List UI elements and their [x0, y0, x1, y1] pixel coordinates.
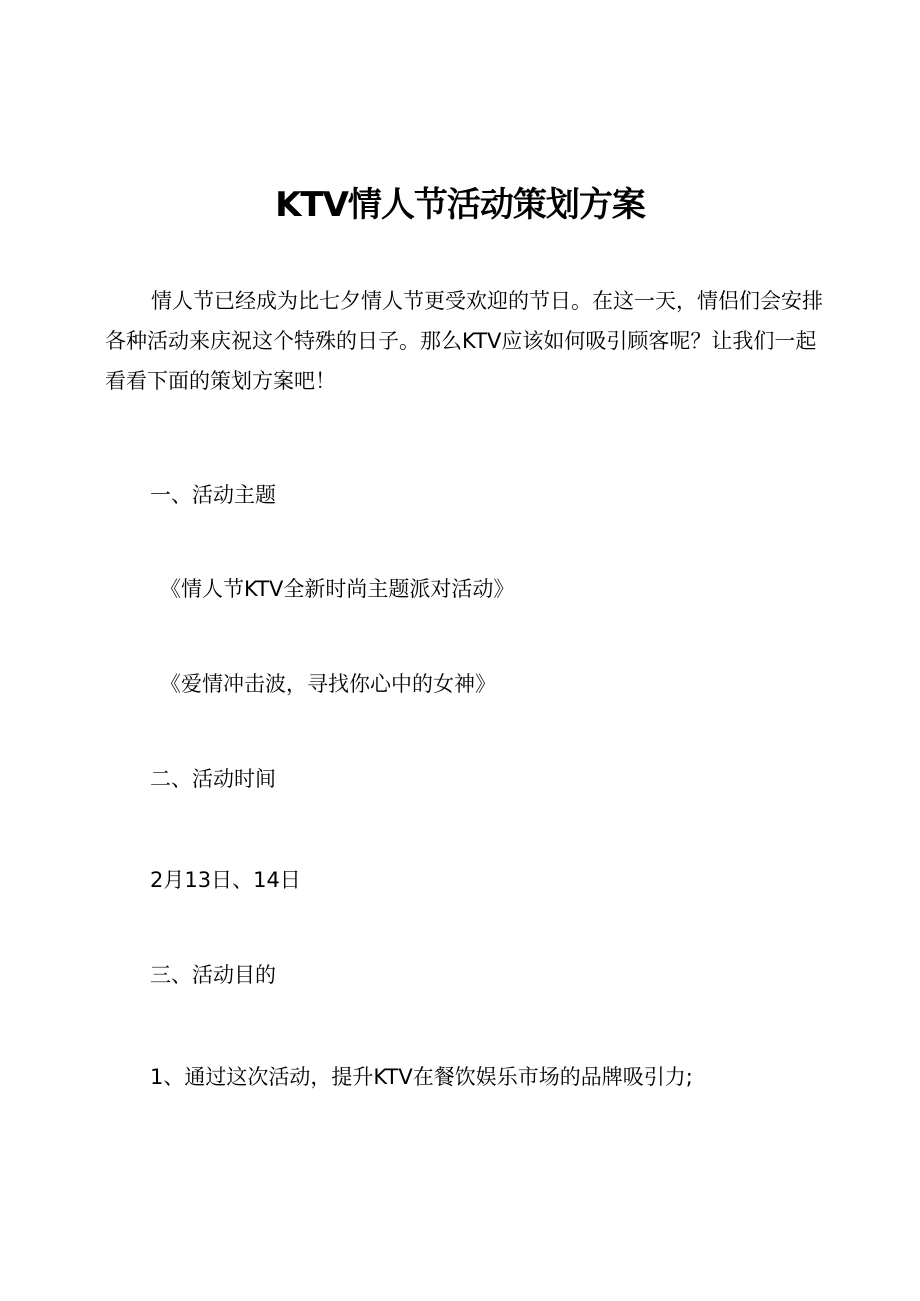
section-heading-purpose: 三、活动目的: [150, 963, 276, 987]
purpose-item: 1、通过这次活动，提升KTV在餐饮娱乐市场的品牌吸引力;: [150, 1065, 693, 1089]
theme-item: 《情人节KTV全新时尚主题派对活动》: [160, 577, 515, 601]
intro-paragraph: 情人节已经成为比七夕情人节更受欢迎的节日。在这一天，情侣们会安排各种活动来庆祝这个特殊的日子。那么KTV应该如何吸引顾客呢？让我们一起看看下面的策划方案吧！: [105, 289, 823, 393]
event-date: 2月13日、14日: [150, 868, 301, 892]
section-heading-theme: 一、活动主题: [150, 483, 276, 507]
section-heading-time: 二、活动时间: [150, 767, 276, 791]
document-title: KTV情人节活动策划方案: [275, 185, 645, 225]
theme-item: 《爱情冲击波，寻找你心中的女神》: [160, 672, 496, 696]
